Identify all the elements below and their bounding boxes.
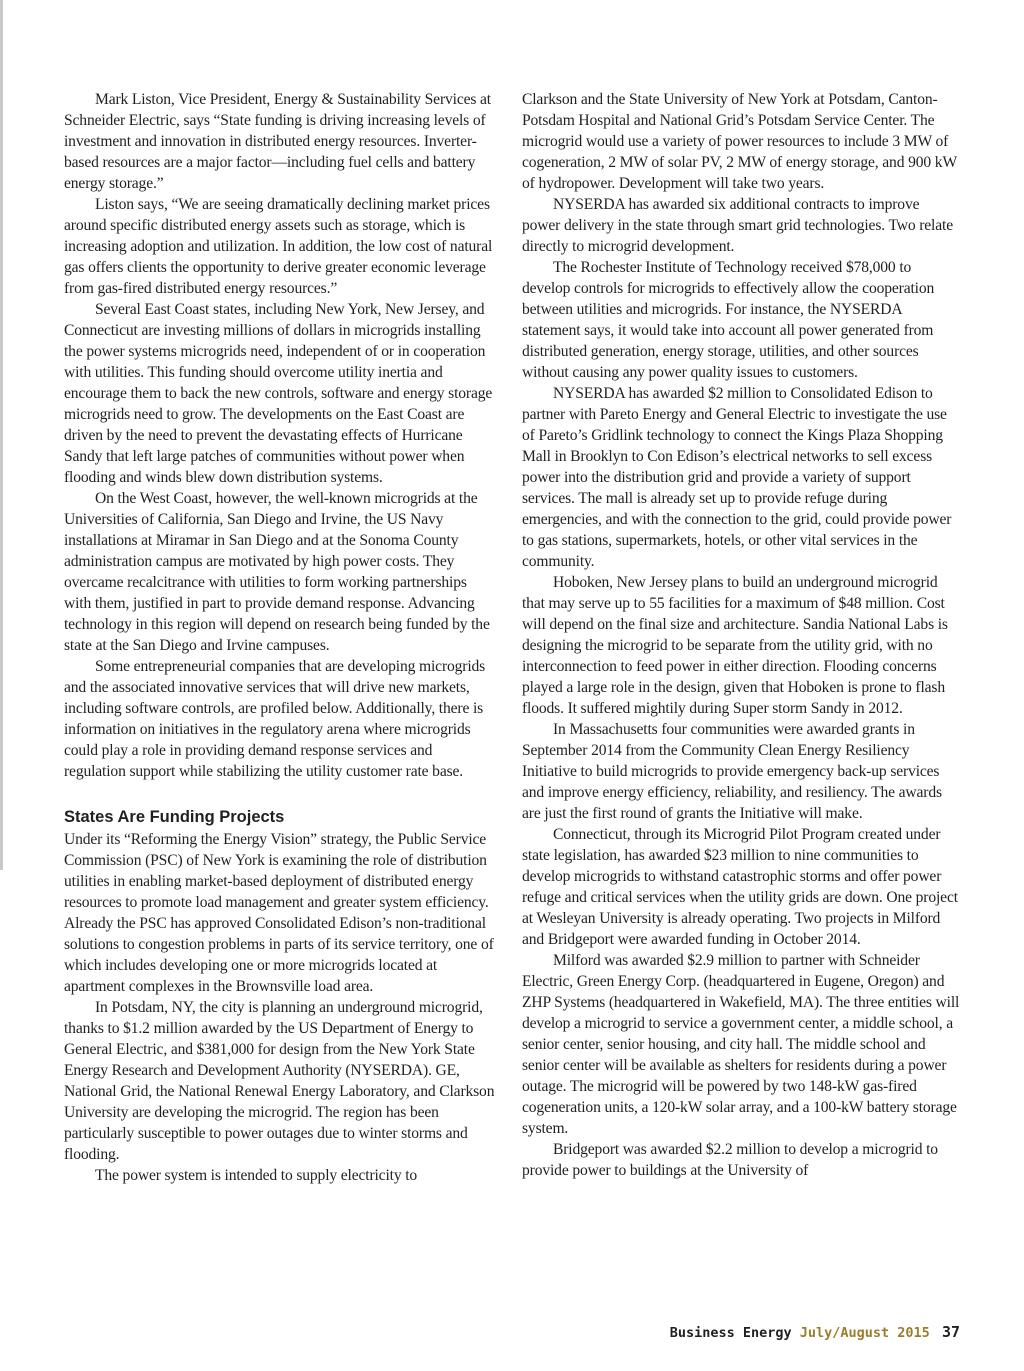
paragraph: Some entrepreneurial companies that are developing microgrids and the associated innovative services that will drive new markets, including software controls, are profiled below. Additionally, there is information on initiatives in the regulatory arena where microgrids could play a role in providing demand response services and regulation support while stabilizing the utility customer rate base. bbox=[64, 658, 486, 780]
publication-name: Business Energy bbox=[669, 1325, 792, 1341]
paragraph: On the West Coast, however, the well-known microgrids at the Universities of California, San Diego and Irvine, the US Navy installations at Miramar in San Diego and at the Sonoma County administration campus are motivated by high power costs. They overcame recalcitrance with utilities to form working partnerships with them, justified in part to provide demand response. Advancing technology in this region will depend on research being funded by the state at the San Diego and Irvine campuses. bbox=[64, 490, 490, 654]
page-number: 37 bbox=[941, 1323, 960, 1341]
page-footer bbox=[670, 1323, 960, 1341]
paragraph: Mark Liston, Vice President, Energy & Sustainability Services at Schneider Electric, says “State funding is driving increasing levels of investment and innovation in distributed energy resources. Inverter-based resources are a major factor—including fuel cells and battery energy storage.” bbox=[64, 91, 491, 192]
paragraph: In Massachusetts four communities were awarded grants in September 2014 from the Community Clean Energy Resiliency Initiative to build microgrids to provide emergency back-up services and improve energy efficiency, reliability, and resiliency. The awards are just the first round of grants the Initiative will make. bbox=[522, 721, 942, 822]
paragraph: Under its “Reforming the Energy Vision” strategy, the Public Service Commission (PSC) of New York is examining the role of distribution utilities in enabling market-based deployment of distributed energy resources to promote load management and greater system efficiency. Already the PSC has approved Consolidated Edison’s non-traditional solutions to congestion problems in parts of its service territory, one of which includes developing one or more microgrids located at apartment complexes in the Brownsville load area. bbox=[64, 831, 494, 995]
paragraph: Clarkson and the State University of New York at Potsdam, Canton-Potsdam Hospital and National Grid’s Potsdam Service Center. The microgrid would use a variety of power resources to include 3 MW of cogeneration, 2 MW of solar PV, 2 MW of energy storage, and 900 kW of hydropower. Development will take two years. bbox=[522, 91, 957, 192]
paragraph: NYSERDA has awarded six additional contracts to improve power delivery in the state through smart grid technologies. Two relate directly to microgrid development. bbox=[522, 196, 953, 255]
paragraph: Liston says, “We are seeing dramatically declining market prices around specific distributed energy assets such as storage, which is increasing adoption and utilization. In addition, the low cost of natural gas offers clients the opportunity to derive greater economic leverage from gas-fired distributed energy resources.” bbox=[64, 196, 493, 297]
paragraph: The power system is intended to supply electricity to bbox=[95, 1167, 418, 1184]
section-heading: States Are Funding Projects bbox=[64, 808, 285, 826]
paragraph: In Potsdam, NY, the city is planning an underground microgrid, thanks to $1.2 million awarded by the US Department of Energy to General Electric, and $381,000 for design from the New York State Energy Research and Development Authority (NYSERDA). GE, National Grid, the National Renewal Energy Laboratory, and Clarkson University are developing the microgrid. The region has been particularly susceptible to power outages due to winter storms and flooding. bbox=[64, 999, 495, 1163]
paragraph: NYSERDA has awarded $2 million to Consolidated Edison to partner with Pareto Energy and General Electric to investigate the use of Pareto’s Gridlink technology to connect the Kings Plaza Shopping Mall in Brooklyn to Con Edison’s electrical networks to sell excess power into the distribution grid and provide a variety of support services. The mall is already set up to provide refuge during emergencies, and with the connection to the grid, could provide power to gas stations, supermarkets, hotels, or other vital services in the community. bbox=[522, 385, 952, 570]
paragraph: Milford was awarded $2.9 million to partner with Schneider Electric, Green Energy Corp. (headquartered in Eugene, Oregon) and ZHP Systems (headquartered in Wakefield, MA). The three entities will develop a microgrid to service a government center, a middle school, a senior center, senior housing, and city hall. The middle school and senior center will be available as shelters for residents during a power outage. The microgrid will be powered by two 148-kW gas-fired cogeneration units, a 120-kW solar array, and a 100-kW battery storage system. bbox=[522, 952, 960, 1137]
paragraph: Bridgeport was awarded $2.2 million to develop a microgrid to provide power to buildings at the University of bbox=[522, 1141, 938, 1179]
paragraph: The Rochester Institute of Technology received $78,000 to develop controls for microgrids to effectively allow the cooperation between utilities and microgrids. For instance, the NYSERDA statement says, it would take into account all power generated from distributed generation, energy storage, utilities, and other sources without causing any power quality issues to customers. bbox=[522, 259, 935, 381]
left-column bbox=[64, 89, 496, 1186]
paragraph: Connecticut, through its Microgrid Pilot Program created under state legislation, has awarded $23 million to nine communities to develop microgrids to withstand catastrophic storms and offer power refuge and critical services when the utility grids are down. One project at Wesleyan University is already operating. Two projects in Milford and Bridgeport were awarded funding in October 2014. bbox=[522, 826, 958, 948]
paragraph: Several East Coast states, including New York, New Jersey, and Connecticut are investing millions of dollars in microgrids installing the power systems microgrids need, independent of or in cooperation with utilities. This funding should overcome utility inertia and encourage them to back the new controls, software and energy storage microgrids need to grow. The developments on the East Coast are driven by the need to prevent the devastating effects of Hurricane Sandy that left large patches of communities without power when flooding and winds blew down distribution systems. bbox=[64, 301, 493, 486]
page-edge-shadow bbox=[0, 0, 3, 870]
paragraph: Hoboken, New Jersey plans to build an underground microgrid that may serve up to 55 facilities for a maximum of $48 million. Cost will depend on the final size and architecture. Sandia National Labs is designing the microgrid to be separate from the utility grid, with no interconnection to feed power in either direction. Flooding concerns played a large role in the design, given that Hoboken is prone to flash floods. It suffered mightily during Super storm Sandy in 2012. bbox=[522, 574, 948, 717]
issue-date: July/August 2015 bbox=[799, 1325, 930, 1341]
right-column bbox=[522, 89, 960, 1181]
